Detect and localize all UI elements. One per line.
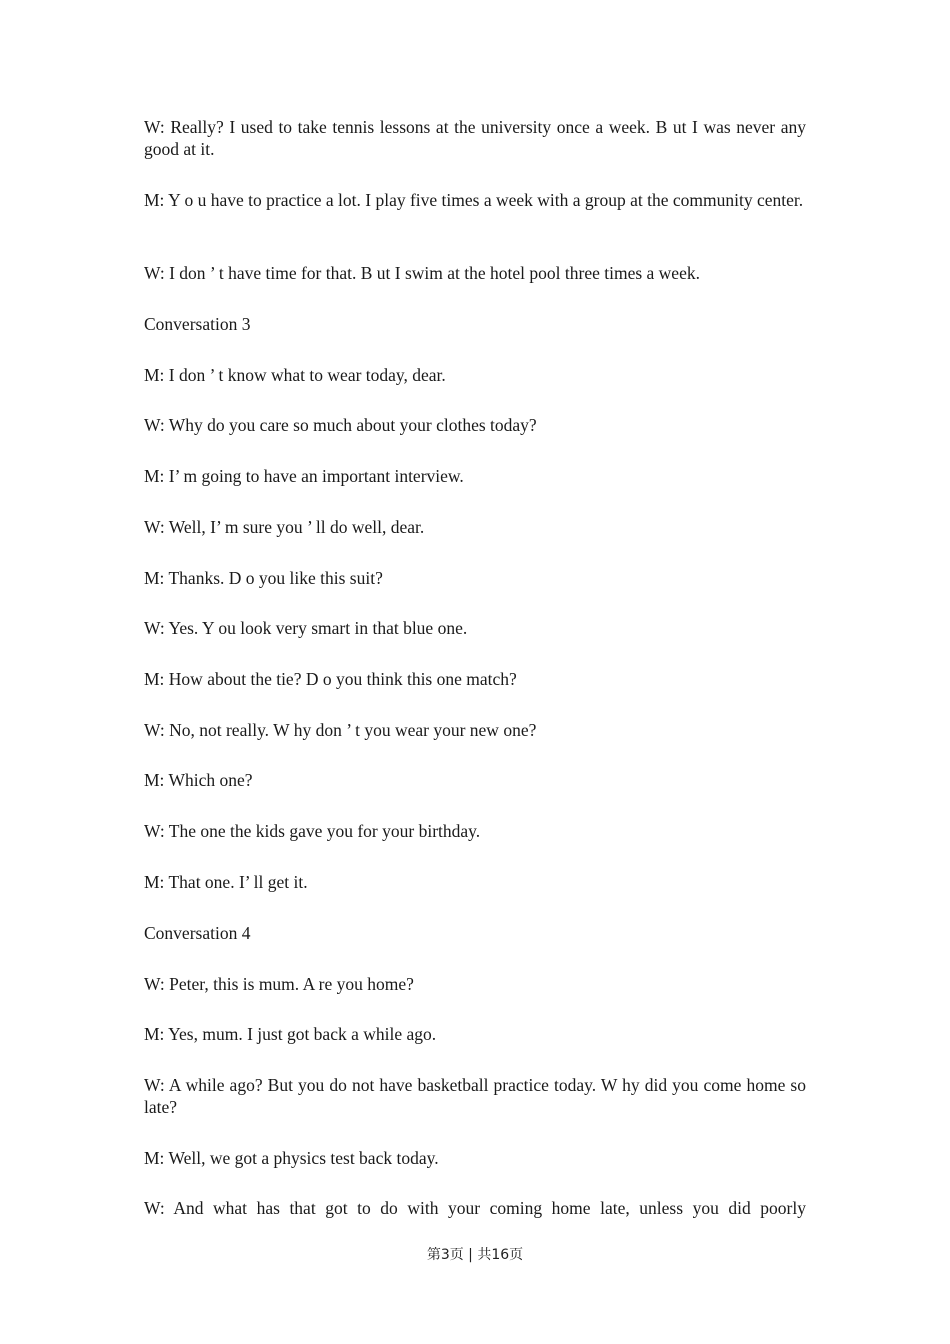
dialogue-line: W: A while ago? But you do not have basketball practice today. W hy did you come home so late?	[144, 1075, 806, 1117]
dialogue-line: M: How about the tie? D o you think this one match?	[144, 669, 517, 689]
dialogue-line: W: And what has that got to do with your coming home late, unless you did poorly	[144, 1198, 806, 1218]
dialogue-line: M: Y o u have to practice a lot. I play five times a week with a group at the community center.	[144, 190, 804, 210]
dialogue-line: M: I’ m going to have an important interview.	[144, 466, 464, 486]
page-number-footer: 第3页 | 共16页	[426, 1247, 524, 1263]
dialogue-line: W: Yes. Y ou look very smart in that blue one.	[144, 618, 468, 638]
dialogue-line: W: Peter, this is mum. A re you home?	[144, 974, 414, 994]
dialogue-line: W: Well, I’ m sure you ’ ll do well, dear.	[144, 517, 425, 537]
dialogue-line: W: I don ’ t have time for that. B ut I swim at the hotel pool three times a week.	[144, 263, 700, 283]
dialogue-line: W: Really? I used to take tennis lessons at the university once a week. B ut I was never any good at it.	[144, 117, 806, 159]
dialogue-line: W: The one the kids gave you for your birthday.	[144, 821, 481, 841]
dialogue-line: M: That one. I’ ll get it.	[144, 872, 308, 892]
dialogue-line: M: Which one?	[144, 770, 253, 790]
section-heading: Conversation 4	[144, 923, 251, 943]
dialogue-line: M: Yes, mum. I just got back a while ago.	[144, 1024, 437, 1044]
section-heading: Conversation 3	[144, 314, 251, 334]
dialogue-line: W: Why do you care so much about your clothes today?	[144, 415, 537, 435]
dialogue-line: M: I don ’ t know what to wear today, dear.	[144, 365, 446, 385]
dialogue-line: W: No, not really. W hy don ’ t you wear your new one?	[144, 720, 537, 740]
dialogue-line: M: Thanks. D o you like this suit?	[144, 568, 383, 588]
dialogue-line: M: Well, we got a physics test back today.	[144, 1148, 439, 1168]
